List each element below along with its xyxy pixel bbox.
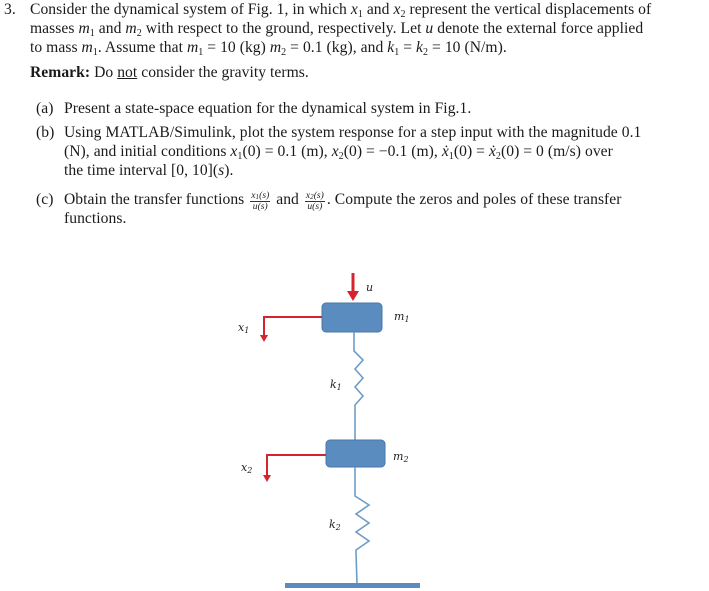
ground [285,583,420,588]
part-c-label: (c) [36,191,54,208]
part-b-line-1: Using MATLAB/Simulink, plot the system response for a step input with the magnitude 0.1 [64,124,642,141]
fraction-x1-over-u: $\frac{x_1(s)}{u(s)}$ [251,191,270,212]
label-m2: $m_2$ [393,450,409,464]
problem-number: 3. [4,1,16,18]
displacement-arrow-x2 [263,455,326,482]
intro-line-1: Consider the dynamical system of Fig. 1, in which $x_1$ and $x_2$ represent the vertical displacements of [30,1,652,20]
remark-label: Remark: [30,64,91,81]
remark-text-underlined: not [117,64,138,81]
part-b-line-2: (N), and initial conditions $x_1(0) = 0.1$ (m), $x_2(0) = -0.1$ (m), ẋ$_1$(0) = ẋ$_2$(0) = 0 (m/s) over [64,143,613,162]
intro-line-3: to mass $m_1$. Assume that $m_1 = 10$ (kg) $m_2 = 0.1$ (kg), and $k_1 = k_2 = 10$ (N/m). [30,39,507,58]
remark-text-post: consider the gravity terms. [141,64,309,81]
spring-k1 [354,332,363,440]
part-c-line-1: Obtain the transfer functions $\frac{x_1(s)}{u(s)}$ and $\frac{x_2(s)}{u(s)}$ . Compute the zeros and poles of these transfer [64,191,622,212]
spring-k2 [355,467,369,584]
label-u: u [366,281,374,294]
label-k2: $k_2$ [329,518,341,532]
label-x1: $x_1$ [238,321,250,335]
label-m1: $m_1$ [394,310,410,324]
part-a-label: (a) [36,100,54,117]
mass-1-block [322,303,382,332]
label-k1: $k_1$ [330,378,342,392]
mass-2-block [326,440,385,467]
part-a-line-1: Present a state-space equation for the dynamical system in Fig.1. [64,100,472,117]
fraction-x2-over-u: $\frac{x_2(s)}{u(s)}$ [305,191,324,212]
displacement-arrow-x1 [260,317,322,342]
part-c-line-2: functions. [64,210,127,227]
force-arrow-u [347,273,359,301]
part-b-line-3: the time interval [0, 10](s). [64,162,234,179]
label-x2: $x_2$ [241,461,253,475]
remark-text-pre: Do [94,64,114,81]
part-b-label: (b) [36,124,55,141]
intro-line-2: masses $m_1$ and $m_2$ with respect to the ground, respectively. Let u denote the external force applied [30,20,644,39]
